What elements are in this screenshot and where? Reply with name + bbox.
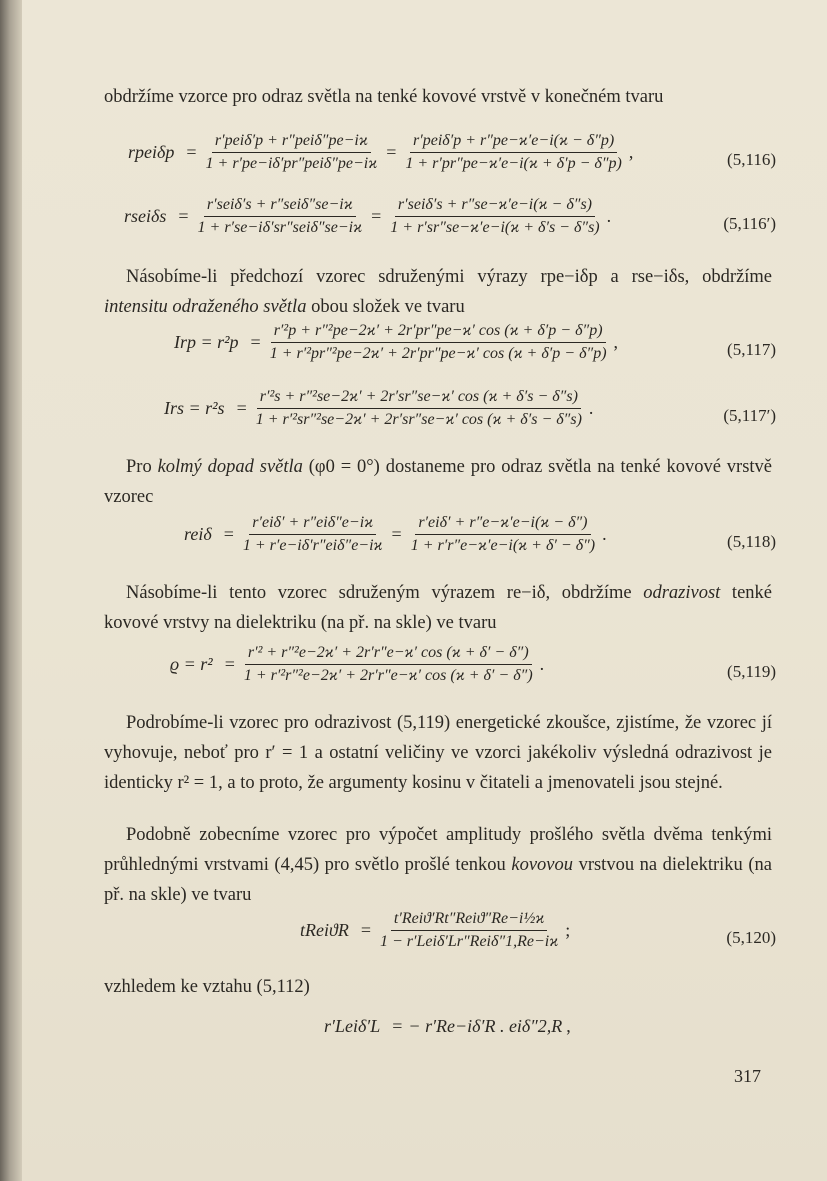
book-binding-shadow bbox=[0, 0, 22, 1181]
paragraph-normal-incidence: Pro kolmý dopad světla (φ0 = 0°) dostaneme pro odraz světla na tenké kovové vrstvě vzorec bbox=[104, 457, 773, 507]
paragraph-reflectivity: Násobíme-li tento vzorec sdruženým výrazem re−iδ, obdržíme odrazivost tenké kovové vrstvy na dielektriku (na př. na skle) ve tvaru bbox=[104, 583, 772, 633]
equation-5-117: Irp = r²p = $\frac{\text{r′²p + r″²pe−2ϰ′ + 2r′pr″pe−ϰ′ cos (ϰ + δ′p − δ″p)}}{\text{1 + r′²pr″²pe−2ϰ′ + 2r′pr″pe−ϰ′ cos (ϰ + δ′p − δ″p)}}$ , (5,117) bbox=[174, 322, 776, 362]
eq119-label: (5,119) bbox=[727, 662, 776, 681]
paragraph-transmission: Podobně zobecníme vzorec pro výpočet amplitudy prošlého světla dvěma tenkými průhlednými vrstvami (4,45) pro světlo prošlé tenkou kovovou vrstvou na dielektriku (na př. na skle) ve tvaru bbox=[104, 825, 772, 905]
eq116-lhs: rpeiδp bbox=[128, 142, 175, 162]
equation-5-116-prime: rseiδs = $\frac{\text{r′seiδ′s + r″seiδ″se−iϰ}}{\text{1 + r′se−iδ′sr″seiδ″se−iϰ}}$ = $\frac{\text{r′seiδ′s + r″se−ϰ′e−i(ϰ − δ″s)}}{1 + r'sr''se-ϰ'e-i(ϰ + \delta's - \delta''s)}$ . (5,116′) bbox=[124, 196, 776, 236]
paragraph-intensity: Násobíme-li předchozí vzorec sdruženými výrazy rpe−iδp a rse−iδs, obdržíme intensitu odraženého světla obou složek ve tvaru bbox=[104, 267, 772, 317]
eq118-label: (5,118) bbox=[727, 532, 776, 551]
eq117-label: (5,117) bbox=[727, 340, 776, 359]
eq116p-label: (5,116′) bbox=[723, 214, 776, 233]
eq116-fraction-2: $\frac{\text{r′peiδ′p + r″pe−ϰ′e−i(ϰ − δ″p)}}{1 + r'pr''pe-ϰ'e-i(ϰ + \delta'p - \delta''p)}$ bbox=[405, 132, 622, 172]
equation-5-118: reiδ = $\frac{\text{r′eiδ′ + r″eiδ″e−iϰ}}{\text{1 + r′e−iδ′r″eiδ″e−iϰ}}$ = $\frac{\text{r′eiδ′ + r″e−ϰ′e−i(ϰ − δ″)}}{1 + r'r''e-ϰ'e-i(ϰ + \delta' - \delta'')}$ . (5,118) bbox=[184, 514, 776, 554]
equation-5-117-prime: Irs = r²s = $\frac{\text{r′²s + r″²se−2ϰ′ + 2r′sr″se−ϰ′ cos (ϰ + δ′s − δ″s)}}{\text{1 + r′²sr″²se−2ϰ′ + 2r′sr″se−ϰ′ cos (ϰ + δ′s − δ″s)}}$ . (5,117′) bbox=[164, 388, 776, 428]
equation-5-120: tReiϑR = $\frac{\text{t′Reiϑ′Rt″Reiϑ″Re−i½ϰ}}{\text{1 − r′Leiδ′Lr″Reiδ″1,Re−iϰ}}$ ; (5,120) bbox=[300, 910, 776, 950]
equation-relation-5-112: r′Leiδ′L = − r′Re−iδ′R . eiδ″2,R , bbox=[324, 1016, 571, 1036]
eq117p-label: (5,117′) bbox=[723, 406, 776, 425]
eq116-fraction-1: $\frac{\text{r′peiδ′p + r″peiδ″pe−iϰ}}{\text{1 + r′pe−iδ′pr″peiδ″pe−iϰ}}$ bbox=[205, 132, 378, 172]
page-number: 317 bbox=[734, 1066, 761, 1086]
eq120-label: (5,120) bbox=[726, 928, 776, 947]
equation-5-119: ϱ = r² = $\frac{\text{r′² + r″²e−2ϰ′ + 2r′r″e−ϰ′ cos (ϰ + δ′ − δ″)}}{\text{1 + r′²r″²e−2ϰ′ + 2r′r″e−ϰ′ cos (ϰ + δ′ − δ″)}}$ . (5,119) bbox=[170, 644, 776, 684]
paragraph-energy-test: Podrobíme-li vzorec pro odrazivost (5,119) energetické zkoušce, zjistíme, že vzorec jí vyhovuje, neboť pro r′ = 1 a ostatní veličiny ve vzorci jakékoliv výsledná odrazivost je identicky r² = 1, a to proto, že argumenty kosinu v čitateli a jmenovateli jsou stejné. bbox=[104, 713, 772, 793]
equation-5-116: rpeiδp = $\frac{\text{r′peiδ′p + r″peiδ″pe−iϰ}}{\text{1 + r′pe−iδ′pr″peiδ″pe−iϰ}}$ = $\frac{\text{r′peiδ′p + r″pe−ϰ′e−i(ϰ − δ″p)}}{1 + r'pr''pe-ϰ'e-i(ϰ + \delta'p - \delta''p)}$ , (5,116) bbox=[128, 132, 776, 172]
paragraph-relation: vzhledem ke vztahu (5,112) bbox=[104, 977, 310, 997]
eq116-label: (5,116) bbox=[727, 150, 776, 169]
paragraph-intro: obdržíme vzorce pro odraz světla na tenké kovové vrstvě v konečném tvaru bbox=[104, 87, 664, 107]
